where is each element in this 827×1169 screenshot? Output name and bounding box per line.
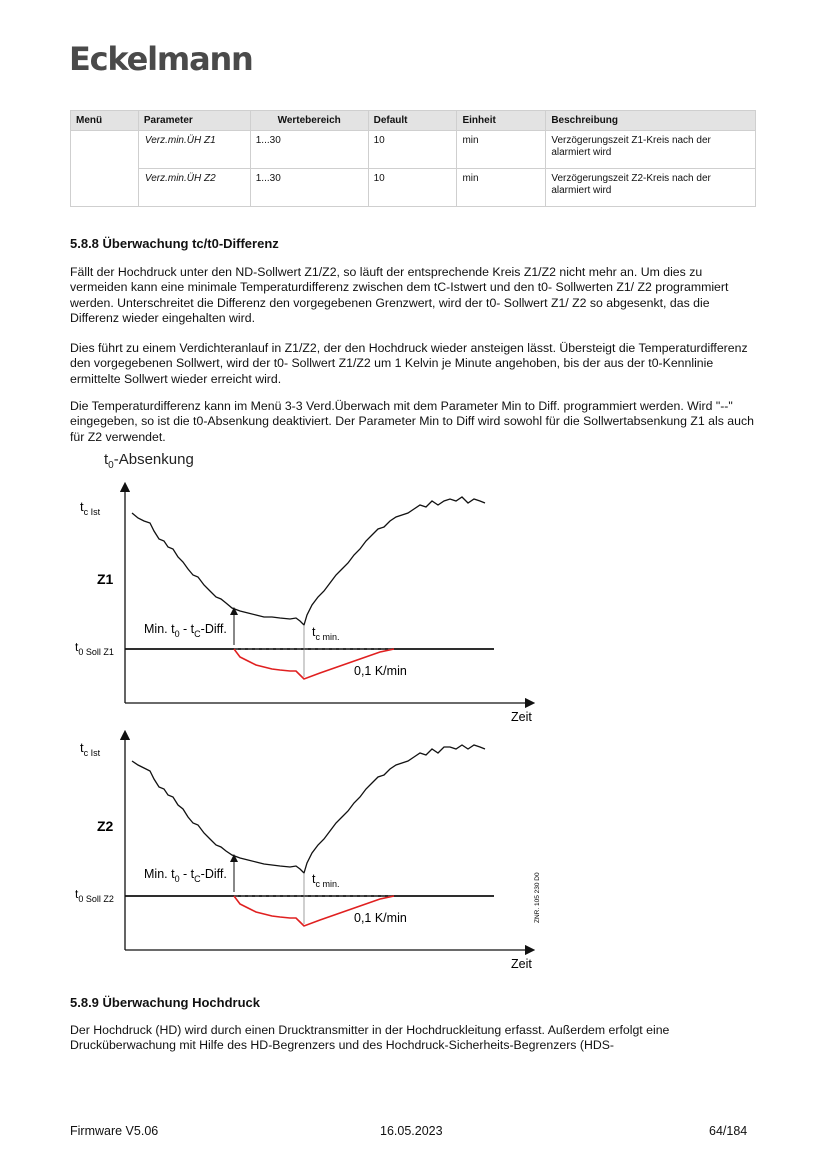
section-heading-589: 5.8.9 Überwachung Hochdruck (70, 995, 260, 1010)
parameter-cell: Verz.min.ÜH Z1 (138, 131, 250, 169)
col-header-parameter: Parameter (138, 111, 250, 131)
tc-curve-z2 (132, 745, 485, 873)
diagram-title: $t_0$-Absenkung (104, 451, 194, 471)
y-label-z2: $t_{c Ist}$ (80, 740, 101, 758)
min-diff-label-z1: Min. $t_0$ - $t_C$-Diff. (144, 622, 227, 639)
y-label-z1: $t_{c Ist}$ (80, 499, 101, 517)
menu-cell (71, 131, 139, 207)
paragraph-3: Die Temperaturdifferenz kann im Menü 3-3 Verd.Überwach mit dem Parameter Min to Diff. programmiert werden. Wird "--" eingegeben, so ist die t0-Absenkung deaktiviert. Der Parameter Min to Diff wird sowohl für die Sollwertabsenkung Z1 als auch für Z2 verwendet. (70, 399, 754, 444)
description-cell: Verzögerungszeit Z2-Kreis nach der alarmiert wird (546, 169, 756, 207)
range-cell: 1...30 (250, 131, 368, 169)
col-header-default: Default (368, 111, 457, 131)
footer-date: 16.05.2023 (380, 1124, 443, 1138)
panel-z2 (75, 735, 532, 971)
parameter-table (70, 110, 756, 207)
footer-page-number: 64/184 (709, 1124, 748, 1138)
range-cell: 1...30 (250, 169, 368, 207)
col-header-unit: Einheit (457, 111, 546, 131)
footer-firmware: Firmware V5.06 (70, 1124, 159, 1138)
tc-min-label-z2: $t_{c min.}$ (312, 872, 340, 889)
min-diff-label-z2: Min. $t_0$ - $t_C$-Diff. (144, 867, 227, 884)
unit-cell: min (457, 131, 546, 169)
paragraph-2: Dies führt zu einem Verdichteranlauf in Z1/Z2, der den Hochdruck wieder ansteigen lässt. Übersteigt die Temperaturdifferenz den vorgegebenen Sollwert, wird der t0- Sollwert Z1/Z2 um 1 Kelvin je Minute angehoben, bis der aus der t0-Kennlinie ermittelte Sollwert wieder erreicht wird. (70, 341, 748, 386)
z2-label: Z2 (97, 818, 114, 834)
description-cell: Verzögerungszeit Z1-Kreis nach der alarmiert wird (546, 131, 756, 169)
default-cell: 10 (368, 169, 457, 207)
unit-cell: min (457, 169, 546, 207)
rate-label-z1: 0,1 K/min (354, 664, 407, 678)
default-cell: 10 (368, 131, 457, 169)
tc-curve-z1 (132, 497, 485, 625)
section-heading-588: 5.8.8 Überwachung tc/t0-Differenz (70, 236, 279, 251)
t0-absenkung-diagram (60, 445, 560, 975)
x-label-z1: Zeit (511, 710, 532, 724)
paragraph-4: Der Hochdruck (HD) wird durch einen Drucktransmitter in der Hochdruckleitung erfasst. Außerdem erfolgt eine Drucküberwachung mit Hilfe des HD-Begrenzers und des Hochdruck-Sicherheits-Begrenzers (HDS- (70, 1023, 670, 1053)
col-header-description: Beschreibung (546, 111, 756, 131)
table-row (71, 131, 756, 169)
tc-min-label-z1: $t_{c min.}$ (312, 625, 340, 642)
col-header-range: Wertebereich (250, 111, 368, 131)
table-header-row (71, 111, 756, 131)
paragraph-1: Fällt der Hochdruck unter den ND-Sollwert Z1/Z2, so läuft der entsprechende Kreis Z1/Z2 nicht mehr an. Um dies zu vermeiden kann eine minimale Temperaturdifferenz zwischen dem tC-Istwert und den t0- Sollwerten Z1/ Z2 programmiert werden. Unterschreitet die Differenz den vorgegebenen Grenzwert, wird der t0- Sollwert Z1/ Z2 so abgesenkt, das die Differenz wieder eingehalten wird. (70, 265, 729, 325)
z1-label: Z1 (97, 571, 114, 587)
rate-label-z2: 0,1 K/min (354, 911, 407, 925)
t0-soll-z2-label: $t_{0 Soll Z2}$ (75, 887, 114, 904)
eckelmann-logo: Eckelmann (69, 40, 253, 78)
parameter-cell: Verz.min.ÜH Z2 (138, 169, 250, 207)
x-label-z2: Zeit (511, 957, 532, 971)
col-header-menu: Menü (71, 111, 139, 131)
panel-z1 (75, 487, 532, 724)
drawing-number: ZNR. 105 230 D0 (534, 872, 541, 923)
t0-soll-z1-label: $t_{0 Soll Z1}$ (75, 640, 114, 657)
table-row (71, 169, 756, 207)
